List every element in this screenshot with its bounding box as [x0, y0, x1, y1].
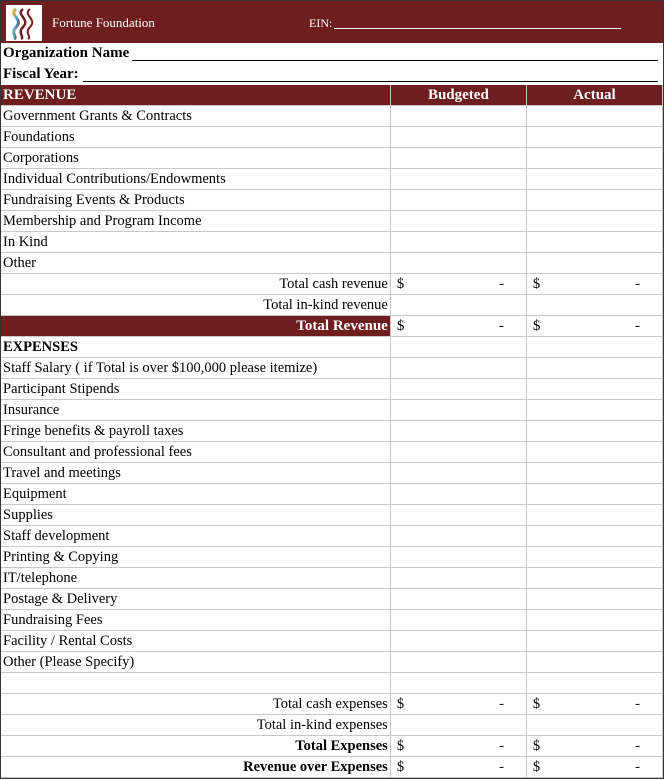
- table-row: [1, 589, 663, 610]
- expense-item-label: IT/telephone: [1, 568, 390, 589]
- actual-total-cell: [526, 757, 662, 778]
- actual-cell: [526, 337, 662, 358]
- ein-label: EIN:: [309, 16, 333, 30]
- total-cash-revenue-row: [1, 274, 663, 295]
- table-row: [1, 610, 663, 631]
- actual-cell[interactable]: [526, 169, 662, 190]
- expense-item-label: Printing & Copying: [1, 547, 390, 568]
- revenue-header-row: [1, 85, 663, 106]
- revenue-item-label: In Kind: [1, 232, 390, 253]
- actual-cell[interactable]: [526, 253, 662, 274]
- dollar-sign: $: [532, 759, 541, 775]
- budgeted-cell[interactable]: [390, 169, 526, 190]
- dollar-sign: $: [532, 738, 541, 754]
- actual-cell[interactable]: [526, 127, 662, 148]
- expense-item-label: Supplies: [1, 505, 390, 526]
- expense-item-label: Fringe benefits & payroll taxes: [1, 421, 390, 442]
- dollar-sign: $: [396, 759, 405, 775]
- table-row: [1, 463, 663, 484]
- dollar-sign: $: [532, 318, 541, 334]
- table-row: [1, 127, 663, 148]
- table-row: [1, 421, 663, 442]
- revenue-item-label: Fundraising Events & Products: [1, 190, 390, 211]
- actual-cell[interactable]: [526, 652, 662, 673]
- expense-item-label: Staff development: [1, 526, 390, 547]
- actual-cell[interactable]: [526, 232, 662, 253]
- actual-column-header: Actual: [526, 85, 662, 106]
- budgeted-cell[interactable]: [390, 106, 526, 127]
- budgeted-cell[interactable]: [390, 421, 526, 442]
- dollar-sign: $: [532, 276, 541, 292]
- budgeted-cell[interactable]: [390, 715, 526, 736]
- dash-value: -: [635, 738, 640, 754]
- budgeted-cell[interactable]: [390, 190, 526, 211]
- expense-item-label: Postage & Delivery: [1, 589, 390, 610]
- table-row: [1, 484, 663, 505]
- dash-value: -: [499, 759, 504, 775]
- budgeted-cell[interactable]: [390, 526, 526, 547]
- budgeted-cell[interactable]: [390, 505, 526, 526]
- budget-table: [1, 85, 663, 778]
- actual-cell[interactable]: [526, 421, 662, 442]
- dollar-sign: $: [532, 696, 541, 712]
- actual-cell[interactable]: [526, 211, 662, 232]
- actual-cell[interactable]: [526, 631, 662, 652]
- table-row: [1, 547, 663, 568]
- dash-value: -: [499, 696, 504, 712]
- revenue-item-label: Government Grants & Contracts: [1, 106, 390, 127]
- foundation-logo-icon: [6, 5, 42, 41]
- actual-cell[interactable]: [526, 463, 662, 484]
- budgeted-total-cell: [390, 316, 526, 337]
- table-row: [1, 190, 663, 211]
- revenue-item-label: Other: [1, 253, 390, 274]
- budgeted-total-cell: [390, 694, 526, 715]
- revenue-over-expenses-label: Revenue over Expenses: [1, 757, 390, 778]
- table-row: [1, 400, 663, 421]
- expense-item-label: Staff Salary ( if Total is over $100,000 please itemize): [1, 358, 390, 379]
- actual-cell[interactable]: [526, 358, 662, 379]
- form-header: [1, 1, 663, 43]
- revenue-item-label: Corporations: [1, 148, 390, 169]
- total-expenses-row: [1, 736, 663, 757]
- dash-value: -: [498, 318, 504, 334]
- table-row: [1, 232, 663, 253]
- fiscal-year-field[interactable]: [83, 81, 658, 82]
- actual-cell[interactable]: [526, 106, 662, 127]
- organization-name-row: [1, 43, 663, 64]
- table-row: [1, 568, 663, 589]
- table-row: [1, 169, 663, 190]
- revenue-item-label: Individual Contributions/Endowments: [1, 169, 390, 190]
- actual-cell[interactable]: [526, 190, 662, 211]
- dollar-sign: $: [396, 318, 405, 334]
- organization-name-field[interactable]: [132, 60, 658, 61]
- expense-item-label: Other (Please Specify): [1, 652, 390, 673]
- actual-cell[interactable]: [526, 379, 662, 400]
- dollar-sign: $: [396, 696, 405, 712]
- budgeted-cell[interactable]: [390, 379, 526, 400]
- total-inkind-revenue-row: [1, 295, 663, 316]
- budgeted-cell[interactable]: [390, 211, 526, 232]
- actual-cell[interactable]: [526, 589, 662, 610]
- budgeted-total-cell: [390, 274, 526, 295]
- actual-cell[interactable]: [526, 715, 662, 736]
- fiscal-year-label: Fiscal Year:: [3, 66, 79, 82]
- table-row: [1, 106, 663, 127]
- actual-cell[interactable]: [526, 568, 662, 589]
- expense-item-label: Participant Stipends: [1, 379, 390, 400]
- actual-total-cell: [526, 736, 662, 757]
- total-cash-revenue-label: Total cash revenue: [1, 274, 390, 295]
- dollar-sign: $: [396, 738, 405, 754]
- dash-value: -: [635, 276, 640, 292]
- expenses-heading: EXPENSES: [1, 337, 390, 358]
- budgeted-cell: [390, 337, 526, 358]
- revenue-heading: REVENUE: [1, 85, 390, 106]
- revenue-over-expenses-row: [1, 757, 663, 778]
- table-row: [1, 631, 663, 652]
- expenses-header-row: [1, 337, 663, 358]
- table-row: [1, 652, 663, 673]
- table-row: [1, 253, 663, 274]
- dash-value: -: [635, 318, 640, 334]
- expense-item-label: Equipment: [1, 484, 390, 505]
- total-expenses-label: Total Expenses: [1, 736, 390, 757]
- actual-total-cell: [526, 694, 662, 715]
- dash-value: -: [635, 759, 640, 775]
- budgeted-column-header: Budgeted: [390, 85, 526, 106]
- actual-total-cell: [526, 274, 662, 295]
- actual-cell[interactable]: [526, 442, 662, 463]
- revenue-item-label: Foundations: [1, 127, 390, 148]
- expense-item-label: Facility / Rental Costs: [1, 631, 390, 652]
- table-row: [1, 148, 663, 169]
- actual-cell[interactable]: [526, 484, 662, 505]
- blank-row: [1, 673, 663, 694]
- total-cash-expenses-row: [1, 694, 663, 715]
- budgeted-cell[interactable]: [390, 568, 526, 589]
- revenue-item-label: Membership and Program Income: [1, 211, 390, 232]
- actual-cell[interactable]: [526, 400, 662, 421]
- actual-cell[interactable]: [526, 547, 662, 568]
- expense-item-label: Fundraising Fees: [1, 610, 390, 631]
- budgeted-cell[interactable]: [390, 232, 526, 253]
- budgeted-cell[interactable]: [390, 148, 526, 169]
- budgeted-total-cell: [390, 757, 526, 778]
- actual-cell[interactable]: [526, 148, 662, 169]
- expense-item-label: Travel and meetings: [1, 463, 390, 484]
- total-revenue-row: [1, 316, 663, 337]
- organization-name-label: Organization Name: [3, 45, 130, 61]
- total-cash-expenses-label: Total cash expenses: [1, 694, 390, 715]
- actual-cell[interactable]: [526, 505, 662, 526]
- expense-item-label: Consultant and professional fees: [1, 442, 390, 463]
- budgeted-cell[interactable]: [390, 673, 526, 694]
- budgeted-cell[interactable]: [390, 295, 526, 316]
- budgeted-cell[interactable]: [390, 127, 526, 148]
- budgeted-cell[interactable]: [390, 358, 526, 379]
- budgeted-cell[interactable]: [390, 253, 526, 274]
- organization-title: Fortune Foundation: [52, 15, 155, 30]
- budgeted-cell[interactable]: [390, 589, 526, 610]
- dash-value: -: [635, 696, 640, 712]
- fiscal-year-row: [1, 64, 663, 85]
- dash-value: -: [499, 738, 504, 754]
- actual-cell[interactable]: [526, 610, 662, 631]
- table-row: [1, 442, 663, 463]
- budgeted-cell[interactable]: [390, 442, 526, 463]
- table-row: [1, 358, 663, 379]
- table-row: [1, 505, 663, 526]
- dollar-sign: $: [396, 276, 405, 292]
- budgeted-cell[interactable]: [390, 463, 526, 484]
- ein-field[interactable]: [334, 28, 621, 29]
- table-row: [1, 526, 663, 547]
- budgeted-cell[interactable]: [390, 400, 526, 421]
- blank-label-cell[interactable]: [1, 673, 390, 694]
- budgeted-total-cell: [390, 736, 526, 757]
- budgeted-cell[interactable]: [390, 631, 526, 652]
- budgeted-cell[interactable]: [390, 547, 526, 568]
- actual-total-cell: [526, 316, 662, 337]
- budgeted-cell[interactable]: [390, 652, 526, 673]
- total-inkind-expenses-label: Total in-kind expenses: [1, 715, 390, 736]
- table-row: [1, 379, 663, 400]
- total-inkind-expenses-row: [1, 715, 663, 736]
- expense-item-label: Insurance: [1, 400, 390, 421]
- total-inkind-revenue-label: Total in-kind revenue: [1, 295, 390, 316]
- total-revenue-label: Total Revenue: [1, 316, 390, 337]
- dash-value: -: [499, 276, 504, 292]
- budgeted-cell[interactable]: [390, 610, 526, 631]
- table-row: [1, 211, 663, 232]
- actual-cell[interactable]: [526, 295, 662, 316]
- actual-cell[interactable]: [526, 526, 662, 547]
- actual-cell[interactable]: [526, 673, 662, 694]
- budgeted-cell[interactable]: [390, 484, 526, 505]
